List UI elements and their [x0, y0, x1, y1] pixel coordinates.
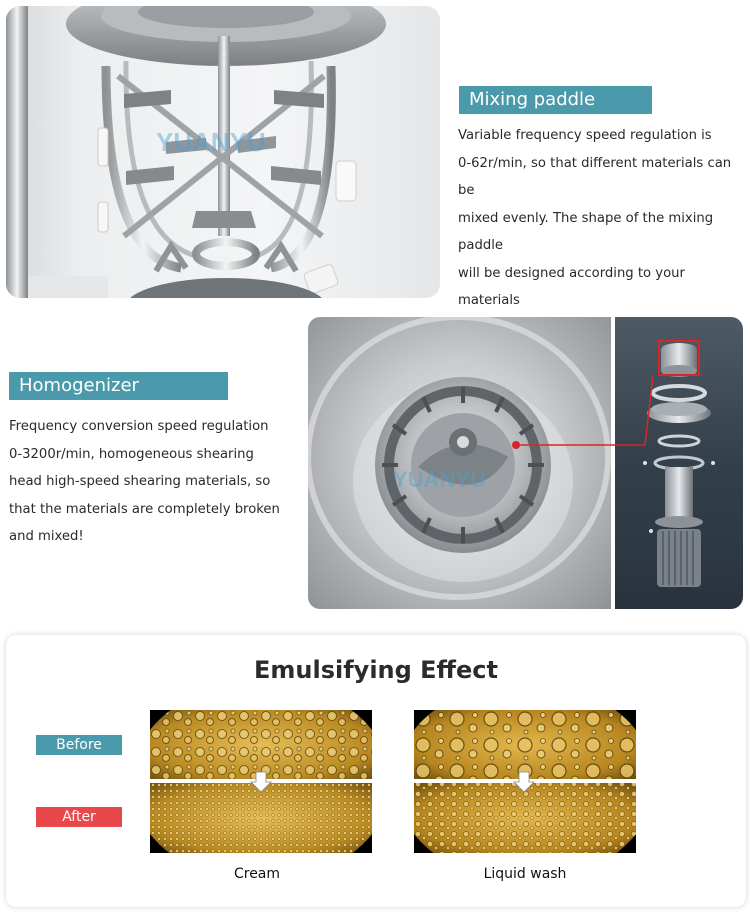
microscope-view [414, 710, 636, 853]
mixing-paddle-photo [6, 6, 440, 298]
description-line: mixed evenly. The shape of the mixing paddle [458, 210, 714, 253]
description-line: 0-62r/min, so that different materials can be [458, 155, 732, 198]
homogenizer-head-illustration [308, 317, 611, 609]
watermark-text: YUANYU [393, 467, 486, 492]
homogenizer-title: Homogenizer [9, 372, 228, 400]
homogenizer-description [9, 413, 284, 551]
homogenizer-exploded-view [615, 317, 743, 609]
mixing-paddle-description [458, 122, 743, 315]
description-line: that the materials are completely broken [9, 501, 280, 517]
description-line: head high-speed shearing materials, so [9, 474, 271, 489]
description-line: 0-3200r/min, homogeneous shearing [9, 446, 254, 462]
liquid-wash-caption: Liquid wash [483, 866, 567, 882]
description-line: will be designed according to your materials [458, 265, 685, 308]
exploded-parts-illustration [615, 317, 743, 609]
before-label: Before [36, 735, 122, 755]
description-line: and mixed! [9, 529, 84, 544]
description-line: Variable frequency speed regulation is [458, 128, 712, 143]
after-label: After [36, 807, 122, 827]
cream-caption: Cream [233, 866, 281, 882]
liquid-wash-microscope-image [414, 710, 636, 853]
homogenizer-photo [308, 317, 611, 609]
mixing-paddle-title: Mixing paddle [459, 86, 652, 114]
description-line: Frequency conversion speed regulation [9, 419, 269, 434]
cream-microscope-image [150, 710, 372, 853]
mixing-paddle-illustration [6, 6, 440, 298]
watermark-text: YUANYU [156, 127, 266, 157]
microscope-view [150, 710, 372, 853]
emulsifying-effect-title: Emulsifying Effect [254, 656, 498, 684]
